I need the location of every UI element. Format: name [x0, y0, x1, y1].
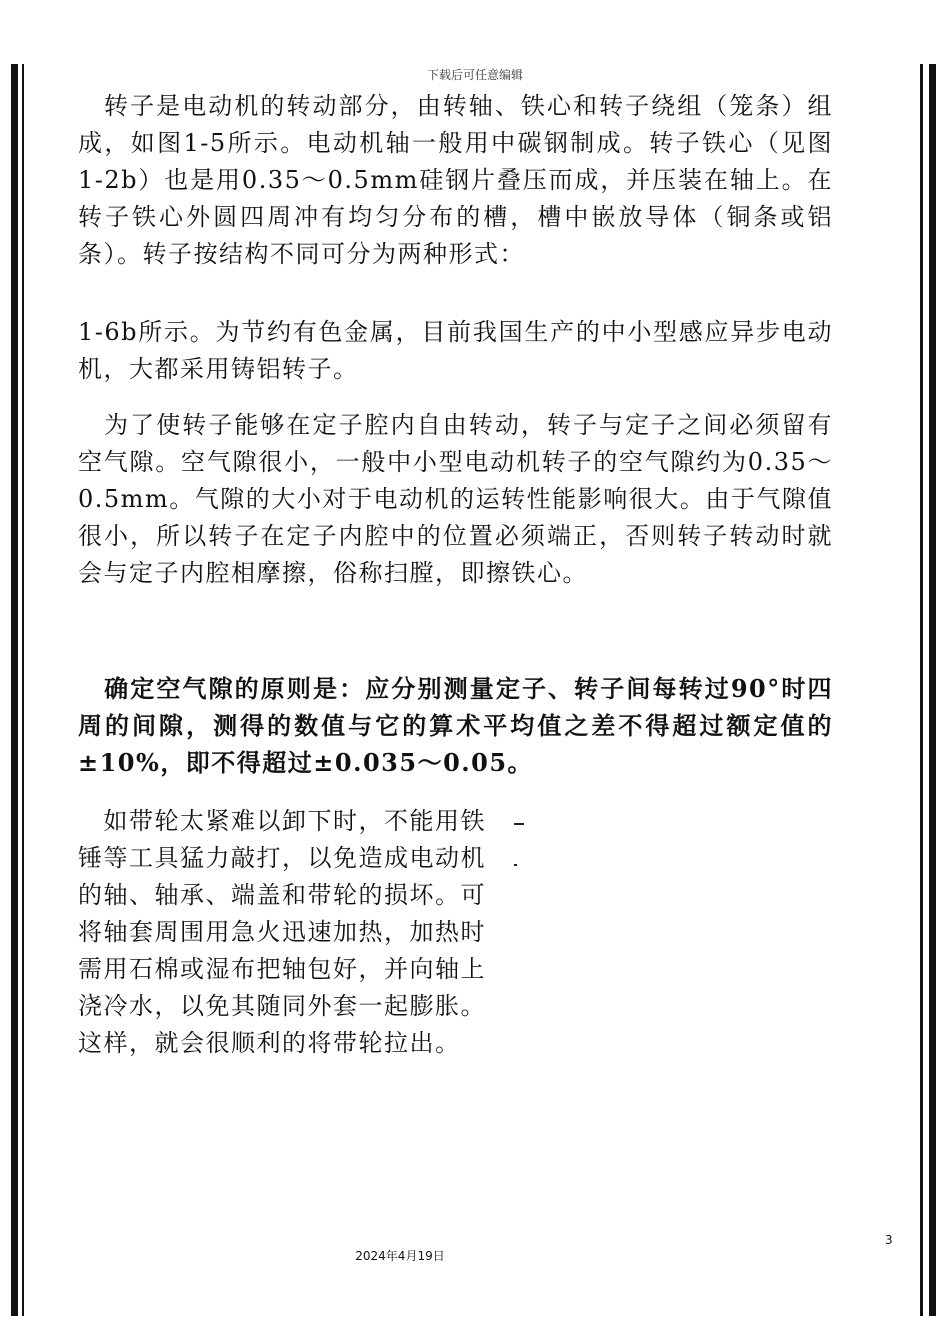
- right-border-thin: [920, 64, 923, 1316]
- paragraph-air-gap: 为了使转子能够在定子腔内自由转动，转子与定子之间必须留有空气隙。空气隙很小，一般中小型电动机转子的空气隙约为0.35～0.5mm。气隙的大小对于电动机的运转性能影响很大。由于气隙值很小，所以转子在定子内腔中的位置必须端正，否则转子转动时就会与定子内腔相摩擦，俗称扫膛，即擦铁心。: [78, 411, 833, 587]
- paragraph-rotor-structure: 转子是电动机的转动部分，由转轴、铁心和转子绕组（笼条）组成，如图1-5所示。电动机轴一般用中碳钢制成。转子铁心（见图1-2b）也是用0.35～0.5mm硅钢片叠压而成，并压装在轴上。在转子铁心外圆四周冲有均匀分布的槽，槽中嵌放导体（铜条或铝条）。转子按结构不同可分为两种形式：: [78, 92, 833, 268]
- left-border-thick: [11, 64, 18, 1316]
- scan-artifact-mark: [514, 864, 517, 866]
- right-border-thick: [929, 64, 936, 1316]
- footer-date: 2024年4月19日: [355, 1249, 445, 1263]
- paragraph-air-gap-principle: 确定空气隙的原则是：应分别测量定子、转子间每转过90°时四周的间隙，测得的数值与它的算术平均值之差不得超过额定值的±10%，即不得超过±0.035～0.05。: [78, 674, 833, 777]
- paragraph-pulley-removal: 如带轮太紧难以卸下时，不能用铁锤等工具猛力敲打，以免造成电动机的轴、轴承、端盖和带轮的损坏。可将轴套周围用急火迅速加热，加热时需用石棉或湿布把轴包好，并向轴上浇冷水，以免其随同外套一起膨胀。这样，就会很顺利的将带轮拉出。: [78, 807, 486, 1057]
- paragraph-cast-aluminum-rotor: 1-6b所示。为节约有色金属，目前我国生产的中小型感应异步电动机，大都采用铸铝转子。: [78, 318, 833, 383]
- page-number: 3: [885, 1233, 893, 1247]
- page-header: 下载后可任意编辑: [426, 68, 523, 82]
- left-border-thin: [22, 64, 24, 1316]
- scan-artifact-mark: [514, 823, 524, 825]
